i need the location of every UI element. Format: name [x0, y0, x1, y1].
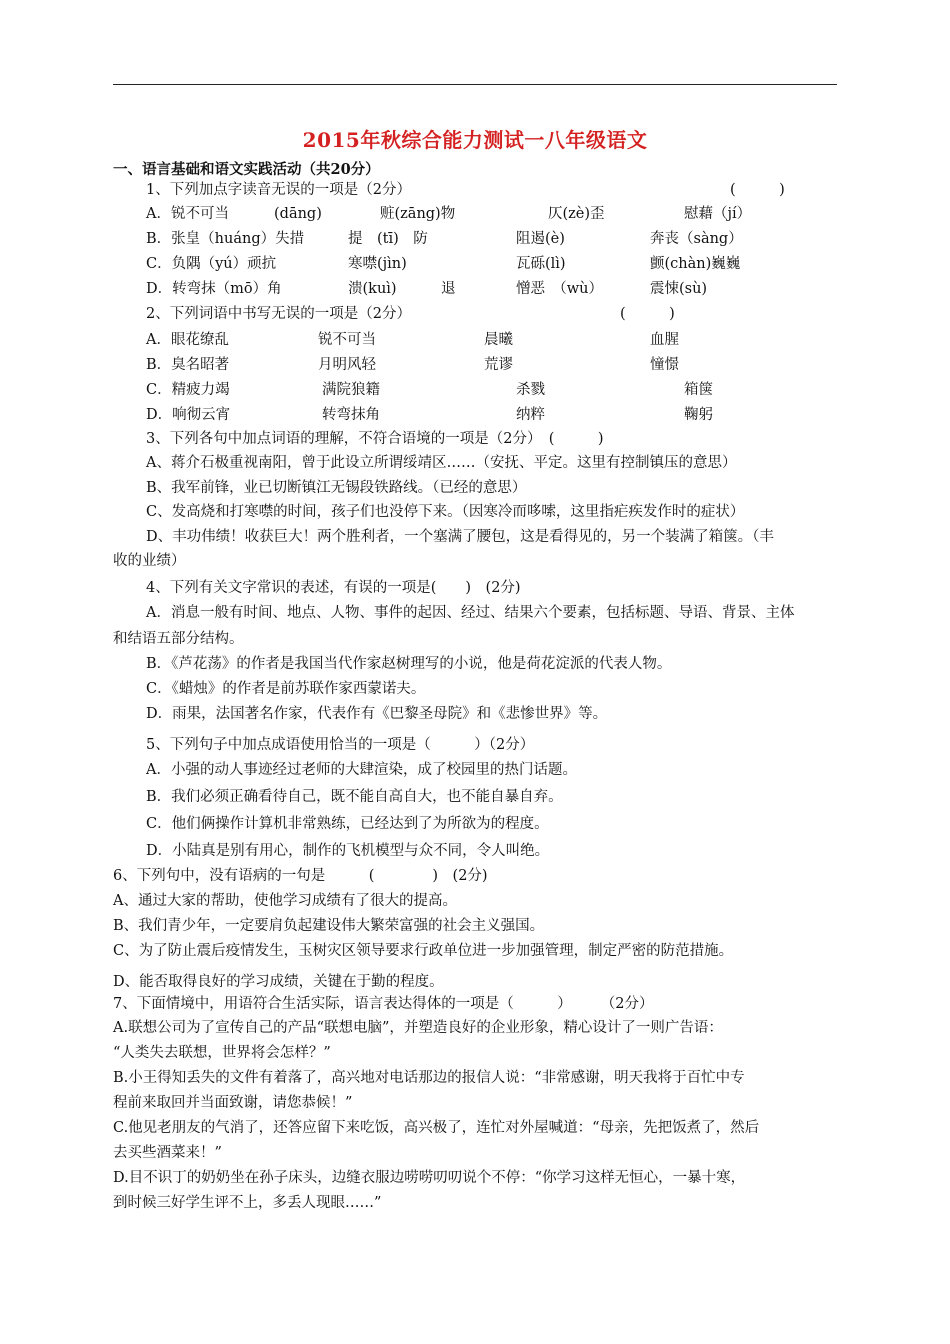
page-title: 2015年秋综合能力测试一八年级语文 — [302, 128, 648, 152]
q4-option-a-cont: 和结语五部分结构。 — [113, 631, 244, 647]
q7-option-c-cont: 去买些酒菜来！” — [113, 1145, 222, 1161]
q5-option-b: B．我们必须正确看待自己，既不能自高自大，也不能自暴自弃。 — [146, 789, 563, 805]
q3-option-a: A、蒋介石极重视南阳，曾于此设立所谓绥靖区……（安抚、平定。这里有控制镇压的意思） — [146, 455, 737, 471]
q3-option-b: B、我军前锋，业已切断镇江无锡段铁路线。（已经的意思） — [146, 480, 527, 496]
q6-option-b: B、我们青少年，一定要肩负起建设伟大繁荣富强的社会主义强国。 — [113, 918, 545, 934]
q6-option-a: A、通过大家的帮助，使他学习成绩有了很大的提高。 — [113, 893, 457, 909]
q4-option-a: A．消息一般有时间、地点、人物、事件的起因、经过、结果六个要素，包括标题、导语、背景、主体 — [146, 605, 795, 621]
header-rule — [113, 84, 837, 85]
q4-option-c: C．《蜡烛》的作者是前苏联作家西蒙诺夫。 — [146, 681, 426, 697]
q1-stem: 1、下列加点字读音无误的一项是（2分） — [146, 182, 411, 198]
q7-option-b-cont: 程前来取回并当面致谢，请您恭候！” — [113, 1095, 353, 1111]
q2-stem: 2、下列词语中书写无误的一项是（2分） — [146, 306, 411, 322]
q7-option-c: C.他见老朋友的气消了，还答应留下来吃饭，高兴极了，连忙对外屋喊道：“母亲，先把饭煮了，然后 — [113, 1120, 760, 1136]
q3-option-c: C、发高烧和打寒噤的时间，孩子们也没停下来。（因寒冷而哆嗦，这里指疟疾发作时的症状） — [146, 504, 745, 520]
q5-option-d: D．小陆真是别有用心，制作的飞机模型与众不同，令人叫绝。 — [146, 843, 550, 859]
q3-option-d: D、丰功伟绩！收获巨大！两个胜利者，一个塞满了腰包，这是看得见的，另一个装满了箱箧。（丰 — [146, 529, 774, 545]
q6-option-c: C、为了防止震后疫情发生，玉树灾区领导要求行政单位进一步加强管理，制定严密的防范措施。 — [113, 943, 734, 959]
q1-answer-paren: ( ) — [730, 182, 785, 198]
q6-stem: 6、下列句中，没有语病的一句是 ( ) (2分) — [113, 868, 488, 884]
section-heading: 一、语言基础和语文实践活动（共20分） — [113, 161, 380, 178]
q5-option-a: A．小强的动人事迹经过老师的大肆渲染，成了校园里的热门话题。 — [146, 762, 577, 778]
q6-option-d: D、能否取得良好的学习成绩，关键在于勤的程度。 — [113, 974, 444, 990]
q7-option-a-cont: “人类失去联想，世界将会怎样？” — [113, 1045, 331, 1061]
q3-stem: 3、下列各句中加点词语的理解，不符合语境的一项是（2分） ( ) — [146, 431, 604, 447]
q7-option-d-cont: 到时候三好学生评不上，多丢人现眼……” — [113, 1195, 382, 1211]
q2-answer-paren: ( ) — [620, 306, 675, 322]
q4-stem: 4、下列有关文字常识的表述，有误的一项是( ) (2分) — [146, 580, 521, 596]
q5-option-c: C．他们俩操作计算机非常熟练，已经达到了为所欲为的程度。 — [146, 816, 549, 832]
q7-option-d: D.目不识丁的奶奶坐在孙子床头，边缝衣服边唠唠叨叨说个不停：“你学习这样无恒心，一暴十寒， — [113, 1170, 746, 1186]
q7-option-a: A.联想公司为了宣传自己的产品“联想电脑”，并塑造良好的企业形象，精心设计了一则广告语： — [113, 1020, 723, 1036]
q4-option-b: B．《芦花荡》的作者是我国当代作家赵树理写的小说，他是荷花淀派的代表人物。 — [146, 656, 672, 672]
q7-stem: 7、下面情境中，用语符合生活实际，语言表达得体的一项是（ ） （2分） — [113, 996, 654, 1012]
q3-option-d-cont: 收的业绩） — [113, 553, 186, 569]
q7-option-b: B.小王得知丢失的文件有着落了，高兴地对电话那边的报信人说：“非常感谢，明天我将于百忙中专 — [113, 1070, 745, 1086]
q4-option-d: D．雨果，法国著名作家，代表作有《巴黎圣母院》和《悲惨世界》等。 — [146, 706, 608, 722]
q5-stem: 5、下列句子中加点成语使用恰当的一项是（ ）（2分） — [146, 737, 535, 753]
